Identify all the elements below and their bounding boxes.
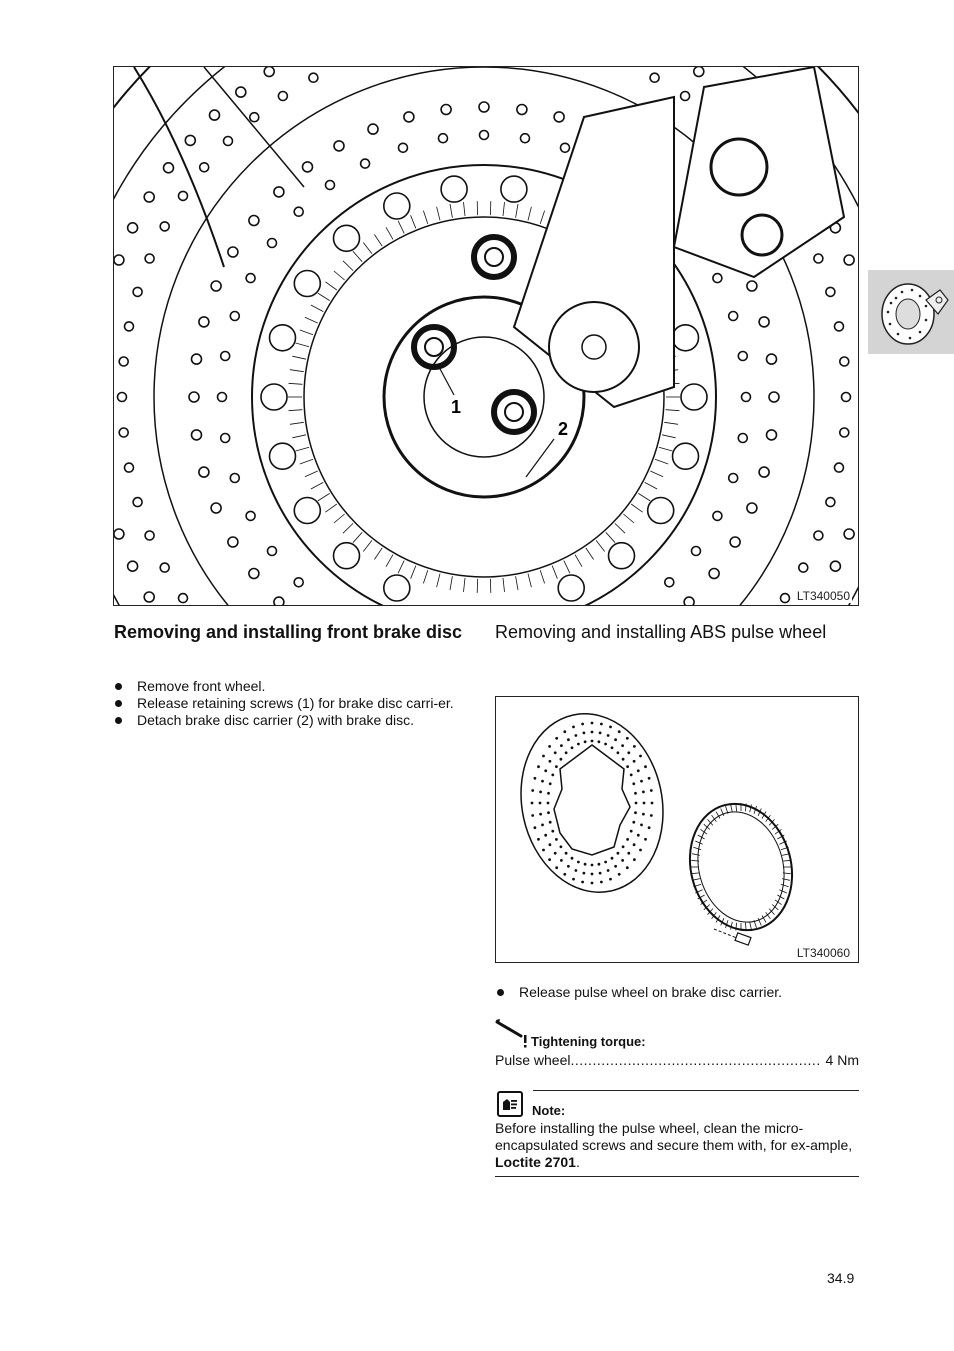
note-icon: [497, 1091, 523, 1117]
note-product: Loctite 2701: [495, 1154, 576, 1170]
figure-code: LT340060: [796, 946, 850, 960]
torque-value: 4 Nm: [825, 1052, 859, 1068]
torque-spec-row: [495, 1052, 859, 1068]
leader-dots: [571, 1052, 822, 1068]
abs-steps: [496, 984, 858, 1001]
list-item: Release pulse wheel on brake disc carrier.: [496, 984, 858, 1001]
abs-pulse-wheel-figure: [495, 696, 859, 963]
heading-abs-pulse-wheel: Removing and installing ABS pulse wheel: [495, 622, 827, 642]
brake-disc-drawing: [114, 67, 859, 606]
callout-1: 1: [451, 397, 462, 417]
note-text-after: .: [575, 1154, 580, 1170]
torque-item: Pulse wheel: [495, 1052, 571, 1068]
heading-front-brake-disc: Removing and installing front brake disc: [114, 622, 463, 642]
list-item: Remove front wheel.: [114, 678, 480, 695]
note-divider-bottom: [495, 1176, 859, 1177]
callout-2: 2: [558, 419, 569, 439]
note-title: Note:: [532, 1103, 566, 1118]
front-brake-disc-figure: [113, 66, 859, 606]
figure-code: LT340050: [796, 589, 850, 603]
list-item: Detach brake disc carrier (2) with brake disc.: [114, 712, 480, 729]
pulse-wheel-drawing: [496, 697, 859, 963]
page-number: 34.9: [827, 1270, 855, 1286]
brake-disc-tab-icon[interactable]: [868, 270, 954, 354]
front-disc-steps: [114, 678, 480, 729]
note-text-before: Before installing the pulse wheel, clean the micro-encapsulated screws and secure them with, for ex-ample,: [495, 1120, 853, 1153]
note-text: [495, 1120, 861, 1171]
list-item: Release retaining screws (1) for brake disc carri-er.: [114, 695, 480, 712]
torque-title: Tightening torque:: [531, 1034, 646, 1049]
note-divider-top: [533, 1090, 859, 1091]
torque-wrench-icon: [495, 1018, 531, 1048]
